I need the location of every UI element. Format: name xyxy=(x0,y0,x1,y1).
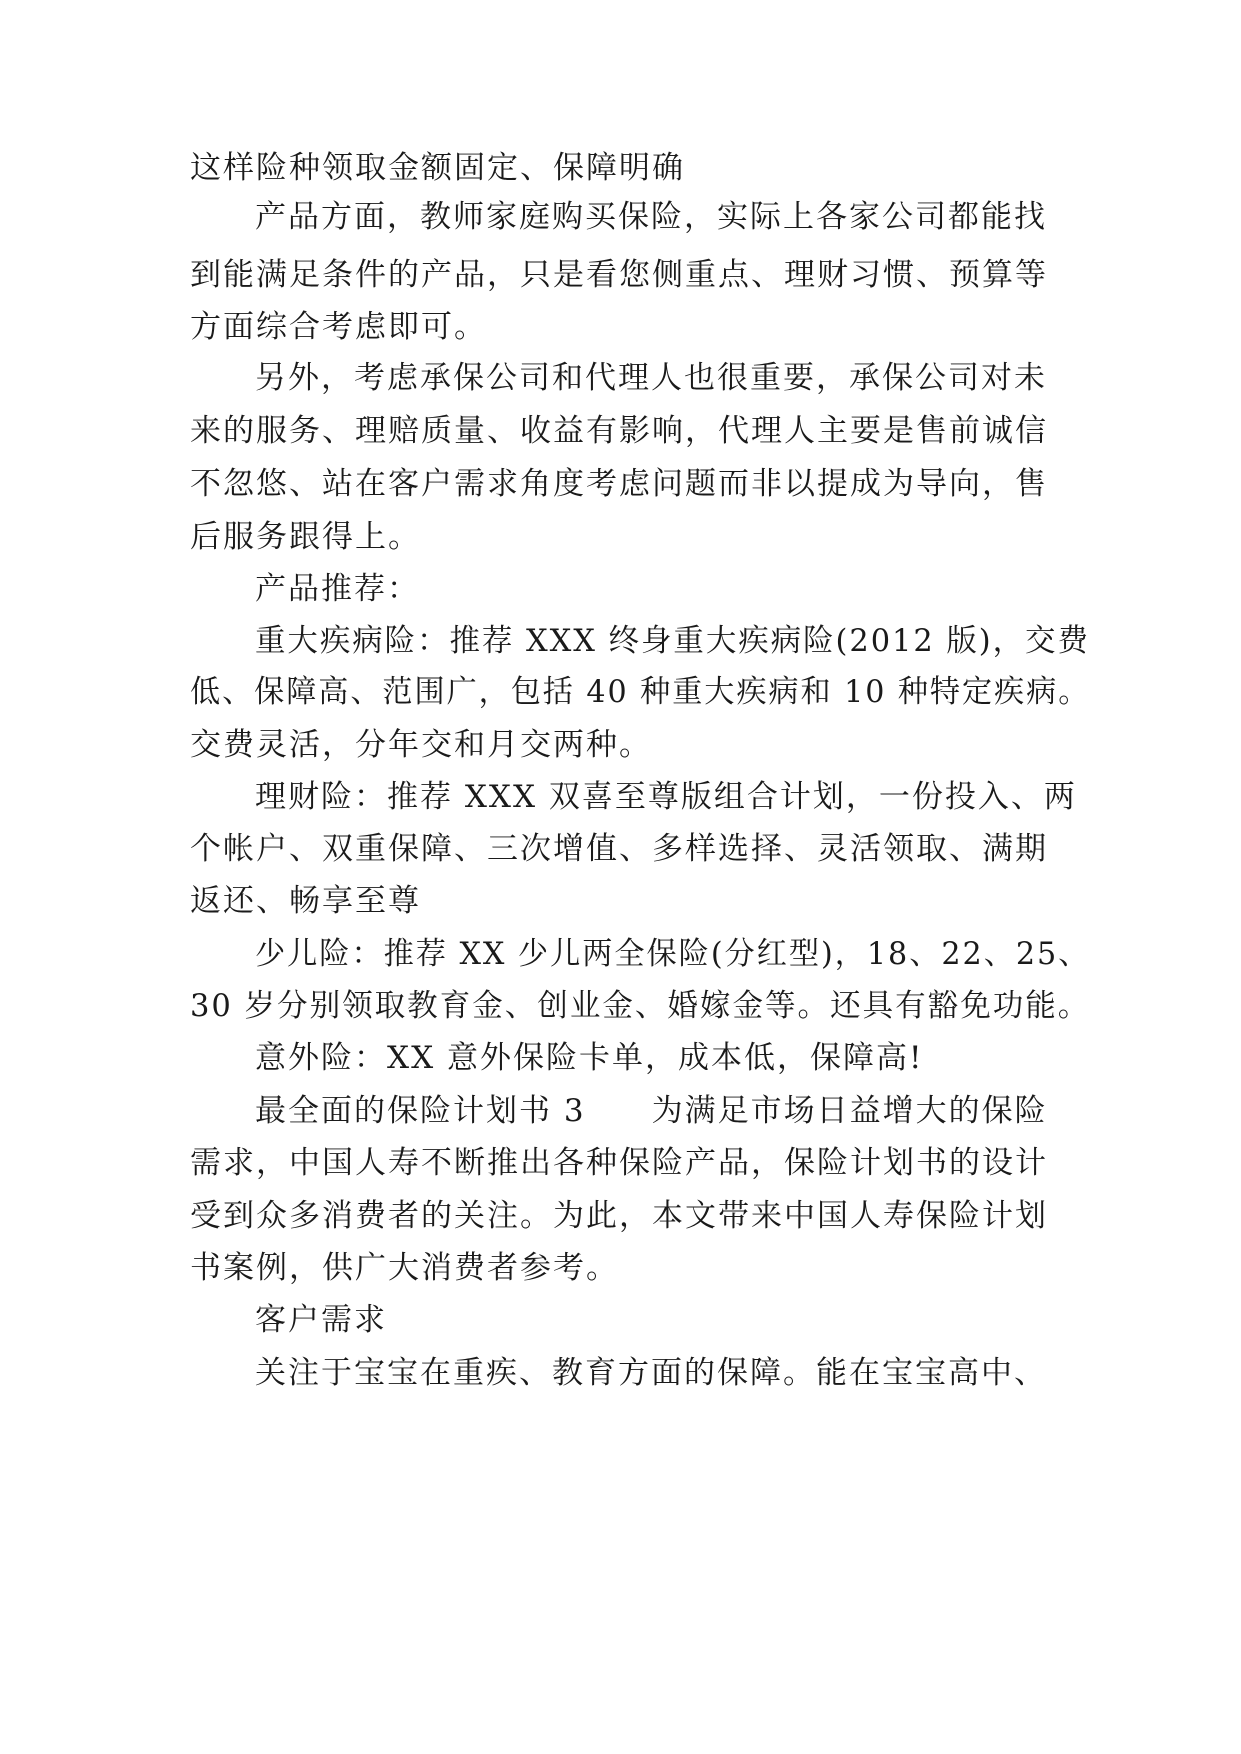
paragraph-line: 产品方面，教师家庭购买保险，实际上各家公司都能找 xyxy=(255,199,1047,235)
text-line: 交费灵活，分年交和月交两种。 xyxy=(190,727,652,763)
text-line: 书案例，供广大消费者参考。 xyxy=(190,1250,619,1286)
paragraph-line: 少儿险：推荐 XX 少儿两全保险(分红型)，18、22、25、 xyxy=(255,936,1091,972)
paragraph-line: 意外险：XX 意外保险卡单，成本低，保障高! xyxy=(255,1040,924,1076)
text-line: 需求，中国人寿不断推出各种保险产品，保险计划书的设计 xyxy=(190,1145,1048,1181)
paragraph-line: 另外，考虑承保公司和代理人也很重要，承保公司对未 xyxy=(255,360,1047,396)
text-line: 个帐户、双重保障、三次增值、多样选择、灵活领取、满期 xyxy=(190,831,1048,867)
text-line: 方面综合考虑即可。 xyxy=(190,309,487,345)
text-line: 低、保障高、范围广，包括 40 种重大疾病和 10 种特定疾病。 xyxy=(190,674,1091,710)
paragraph-line: 最全面的保险计划书 3 为满足市场日益增大的保险 xyxy=(255,1093,1048,1129)
text-line: 不忽悠、站在客户需求角度考虑问题而非以提成为导向，售 xyxy=(190,466,1048,502)
text-line: 30 岁分别领取教育金、创业金、婚嫁金等。还具有豁免功能。 xyxy=(190,988,1091,1024)
text-line: 受到众多消费者的关注。为此，本文带来中国人寿保险计划 xyxy=(190,1198,1048,1234)
paragraph-line: 理财险：推荐 XXX 双喜至尊版组合计划，一份投入、两 xyxy=(255,779,1077,815)
text-line: 后服务跟得上。 xyxy=(190,519,421,555)
section-heading: 产品推荐： xyxy=(255,571,420,607)
text-line: 这样险种领取金额固定、保障明确 xyxy=(190,150,685,186)
paragraph-line: 重大疾病险：推荐 XXX 终身重大疾病险(2012 版)，交费 xyxy=(255,623,1090,659)
paragraph-line: 关注于宝宝在重疾、教育方面的保障。能在宝宝高中、 xyxy=(255,1355,1047,1391)
section-heading: 客户需求 xyxy=(255,1302,387,1338)
text-line: 到能满足条件的产品，只是看您侧重点、理财习惯、预算等 xyxy=(190,257,1048,293)
text-line: 来的服务、理赔质量、收益有影响，代理人主要是售前诚信 xyxy=(190,413,1048,449)
text-line: 返还、畅享至尊 xyxy=(190,883,421,919)
